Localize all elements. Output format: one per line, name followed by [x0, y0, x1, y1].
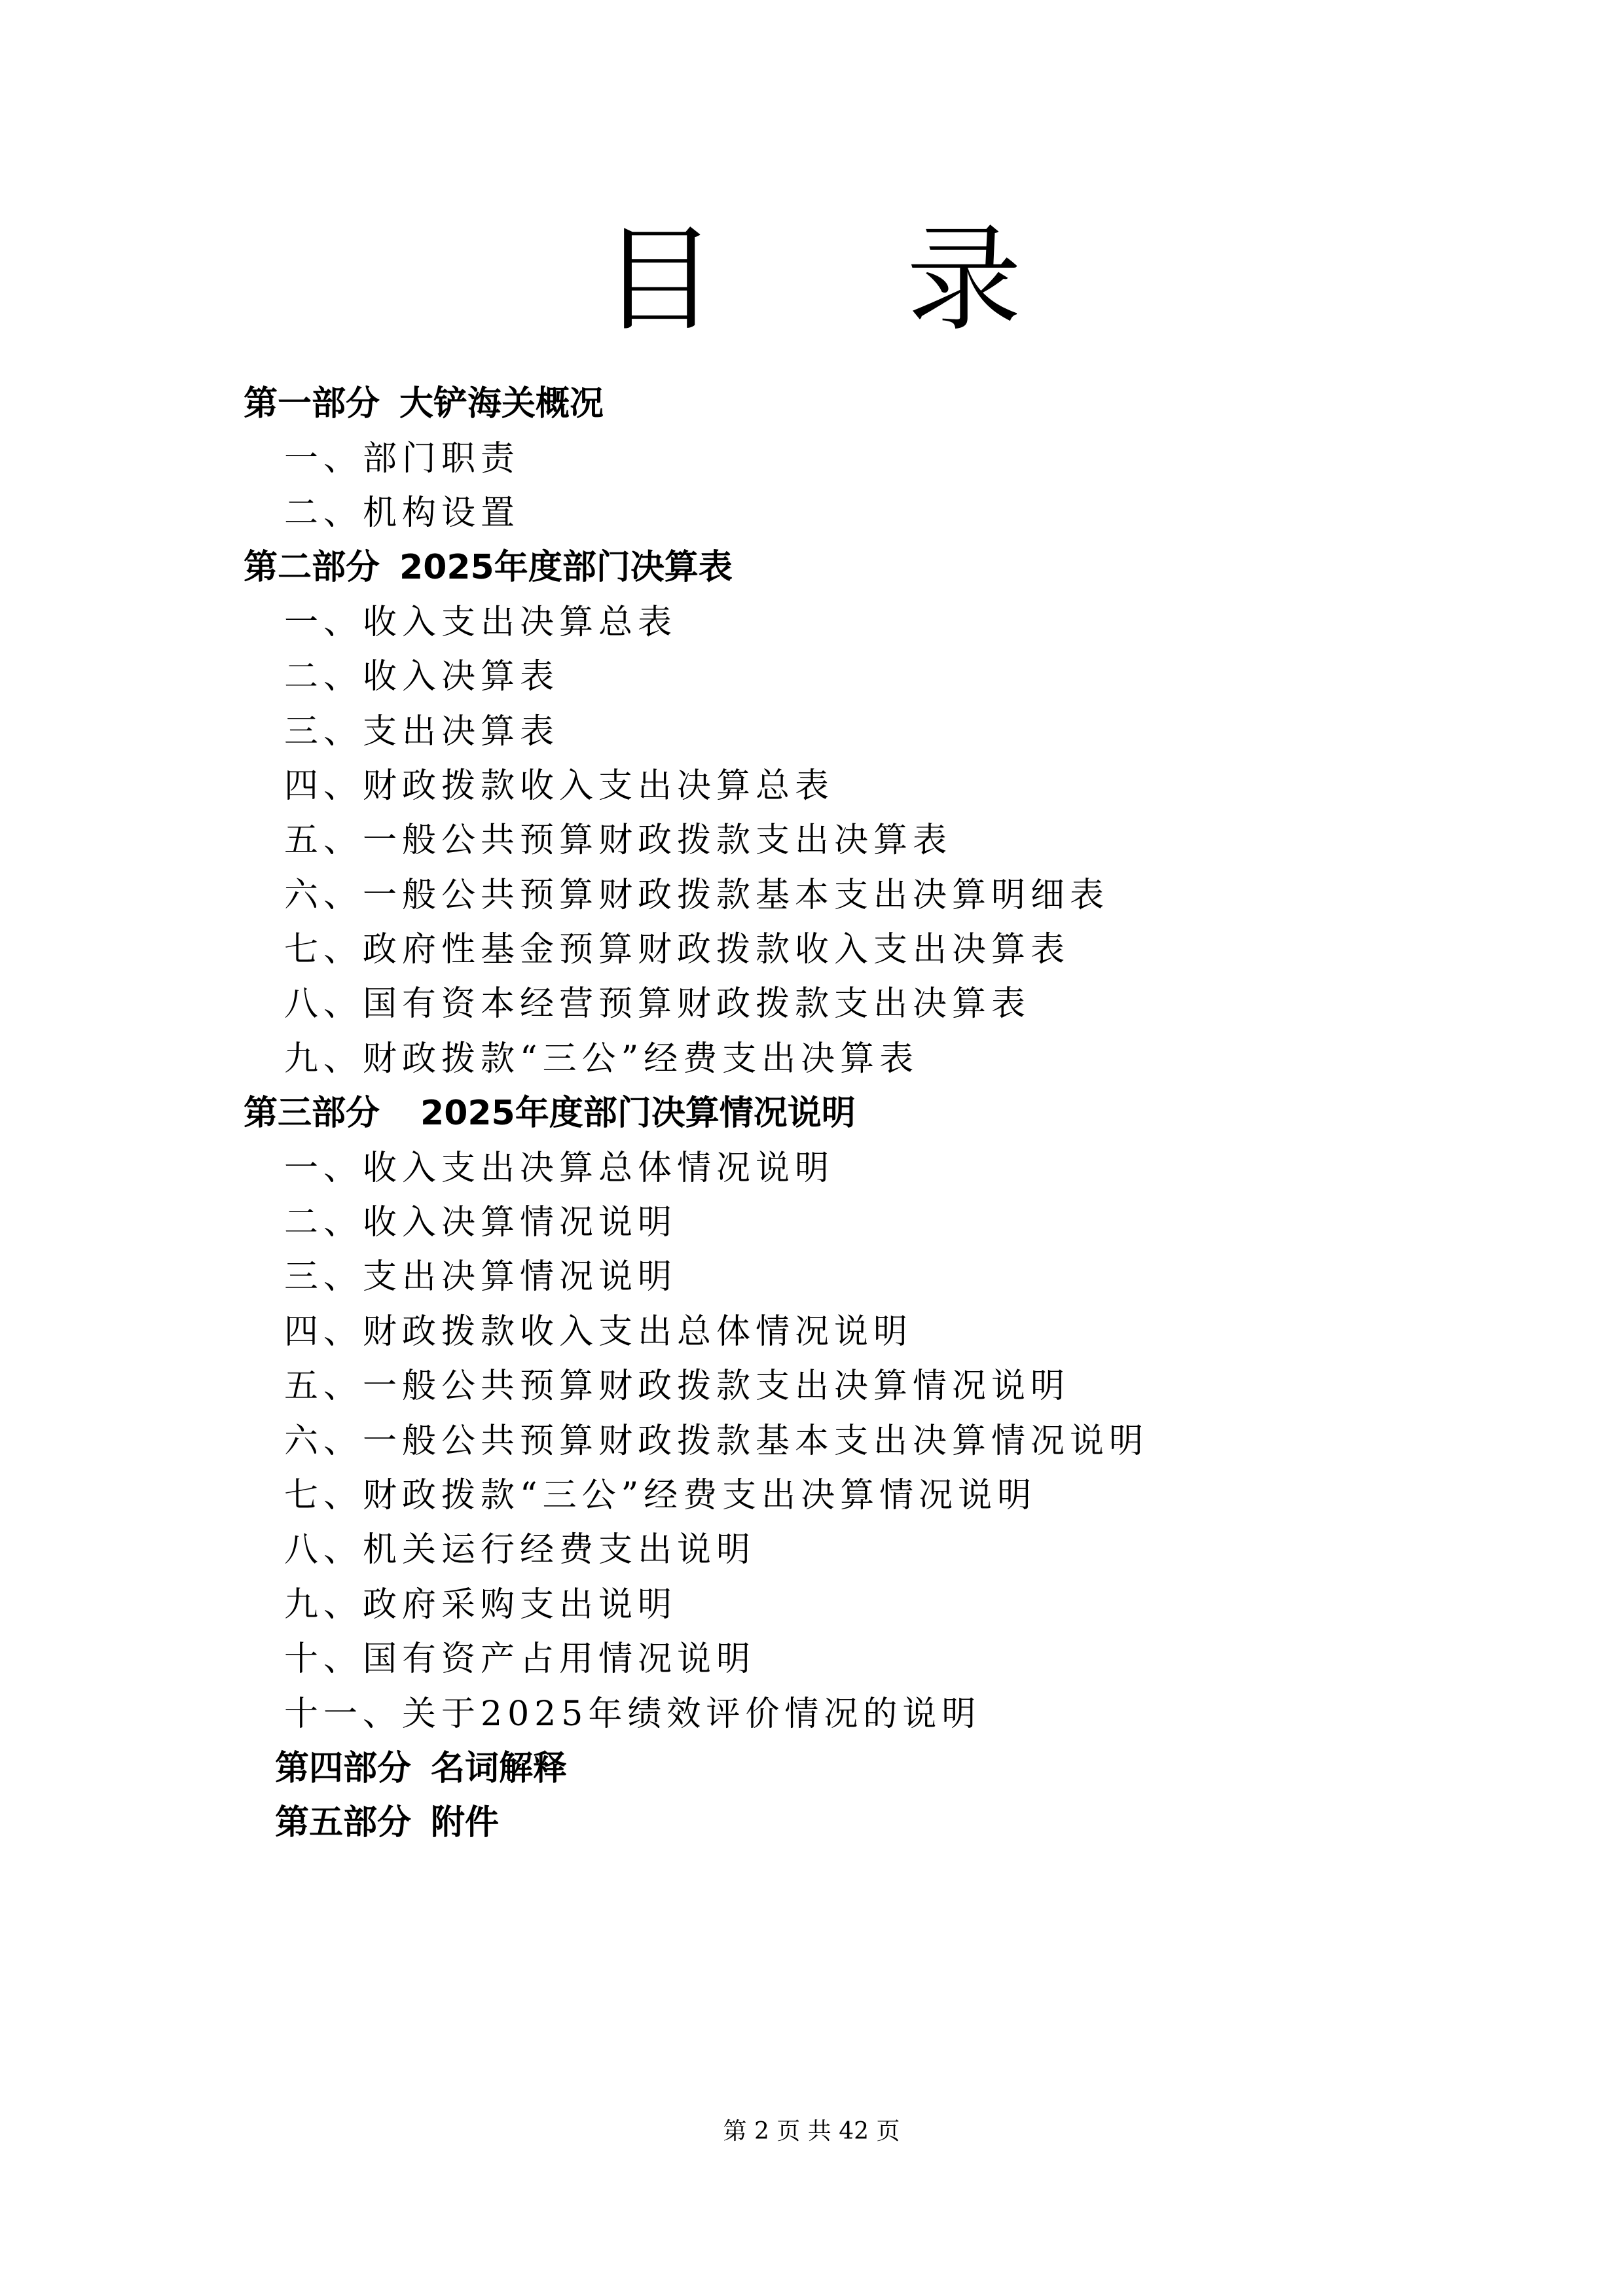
table-of-contents: [244, 373, 1487, 1847]
toc-item[interactable]: 十、国有资产占用情况说明: [284, 1640, 756, 1679]
part-title: 2025年度部门决算情况说明: [420, 1094, 856, 1134]
toc-item[interactable]: 四、财政拨款收入支出总体情况说明: [284, 1312, 913, 1352]
part-number: 第二部分: [244, 548, 380, 588]
toc-item[interactable]: 六、一般公共预算财政拨款基本支出决算情况说明: [284, 1421, 1149, 1461]
toc-item[interactable]: 五、一般公共预算财政拨款支出决算情况说明: [284, 1367, 1070, 1407]
page-footer: 第 2 页 共 42 页: [723, 2118, 900, 2145]
toc-item[interactable]: 五、一般公共预算财政拨款支出决算表: [284, 821, 953, 861]
toc-item[interactable]: 七、财政拨款“三公”经费支出决算情况说明: [284, 1476, 1037, 1515]
toc-item[interactable]: 十一、关于2025年绩效评价情况的说明: [284, 1694, 981, 1734]
toc-item[interactable]: 六、一般公共预算财政拨款基本支出决算明细表: [284, 875, 1110, 915]
toc-item[interactable]: 九、政府采购支出说明: [284, 1585, 678, 1624]
toc-item[interactable]: 一、收入支出决算总表: [284, 602, 678, 642]
toc-part-1[interactable]: [244, 373, 1487, 427]
toc-part-4[interactable]: [244, 1738, 1487, 1792]
toc-item[interactable]: 三、支出决算情况说明: [284, 1257, 678, 1297]
toc-item[interactable]: 三、支出决算表: [284, 711, 560, 751]
toc-item[interactable]: 二、收入决算情况说明: [284, 1203, 678, 1243]
toc-item[interactable]: 七、政府性基金预算财政拨款收入支出决算表: [284, 930, 1070, 970]
part-title: 名词解释: [431, 1748, 568, 1788]
part-title: 大铲海关概况: [399, 384, 604, 424]
toc-part-2[interactable]: [244, 537, 1487, 591]
title-char-2: 录: [906, 213, 1022, 347]
toc-item[interactable]: 四、财政拨款收入支出决算总表: [284, 766, 835, 806]
toc-item[interactable]: 一、部门职责: [284, 439, 520, 478]
part-number: 第四部分: [275, 1748, 412, 1788]
toc-item[interactable]: 二、机构设置: [284, 493, 520, 533]
part-title: 2025年度部门决算表: [399, 548, 733, 588]
title-char-1: 目: [601, 213, 717, 347]
toc-item[interactable]: 八、机关运行经费支出说明: [284, 1530, 756, 1570]
toc-part-5[interactable]: [244, 1792, 1487, 1846]
part-number: 第三部分: [244, 1094, 380, 1134]
page-title: [0, 208, 1623, 352]
toc-item[interactable]: 二、收入决算表: [284, 657, 560, 697]
toc-part-3[interactable]: [244, 1083, 1487, 1137]
part-number: 第五部分: [275, 1803, 412, 1843]
toc-item[interactable]: 八、国有资本经营预算财政拨款支出决算表: [284, 984, 1031, 1024]
toc-item[interactable]: 九、财政拨款“三公”经费支出决算表: [284, 1039, 919, 1079]
part-number: 第一部分: [244, 384, 380, 424]
toc-item[interactable]: 一、收入支出决算总体情况说明: [284, 1148, 835, 1188]
part-title: 附件: [431, 1803, 500, 1843]
